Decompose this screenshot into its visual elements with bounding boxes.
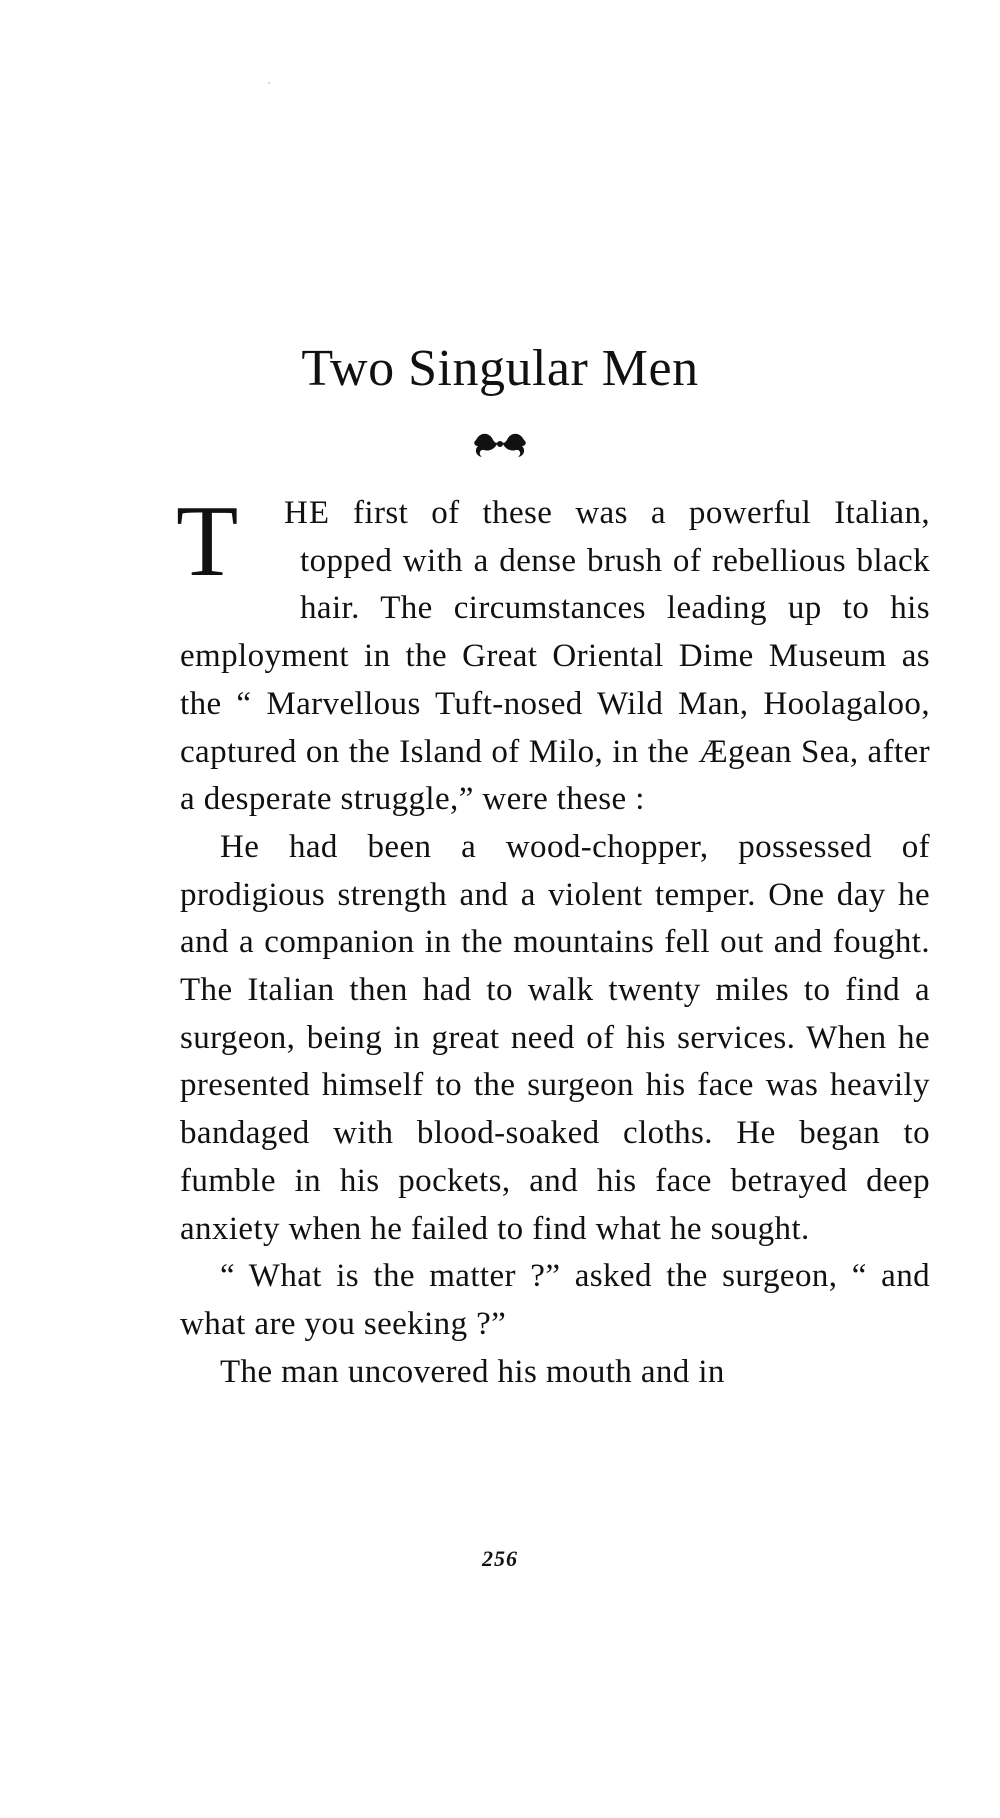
- page-number: 256: [482, 1546, 518, 1571]
- ornament-divider: [0, 430, 1000, 463]
- chapter-title: Two Singular Men: [301, 340, 699, 397]
- paragraph-1: [176, 485, 930, 824]
- dropcap-container: [176, 485, 300, 598]
- dropcap-letter: T: [176, 485, 239, 598]
- body-text: [176, 485, 930, 1396]
- lead-word: HE: [284, 495, 330, 531]
- fleuron-ornament-icon: [472, 430, 528, 458]
- paragraph-1-text: first of these was a powerful Italian, topped with a dense brush of rebellious black hair. The circumstances leading up to his employment in the Great Oriental Dime Museum as the “ Marvellous Tuft-nosed Wild Man, Hoolagaloo, captured on the Island of Milo, in the Ægean Sea, after a desperate struggle,” were these :: [180, 495, 930, 818]
- paper-speck: [268, 82, 270, 84]
- paragraph-3: “ What is the matter ?” asked the surgeon, “ and what are you seeking ?”: [180, 1258, 930, 1342]
- paragraph-2: He had been a wood-chopper, possessed of prodigious strength and a violent temper. One day he and a companion in the mountains fell out and fought. The Italian then had to walk twenty miles to find a surgeon, being in great need of his services. When he presented himself to the surgeon his face was heavily bandaged with blood-soaked cloths. He began to fumble in his pockets, and his face betrayed deep anxiety when he failed to find what he sought.: [180, 828, 930, 1247]
- paragraph-4: The man uncovered his mouth and in: [220, 1353, 725, 1390]
